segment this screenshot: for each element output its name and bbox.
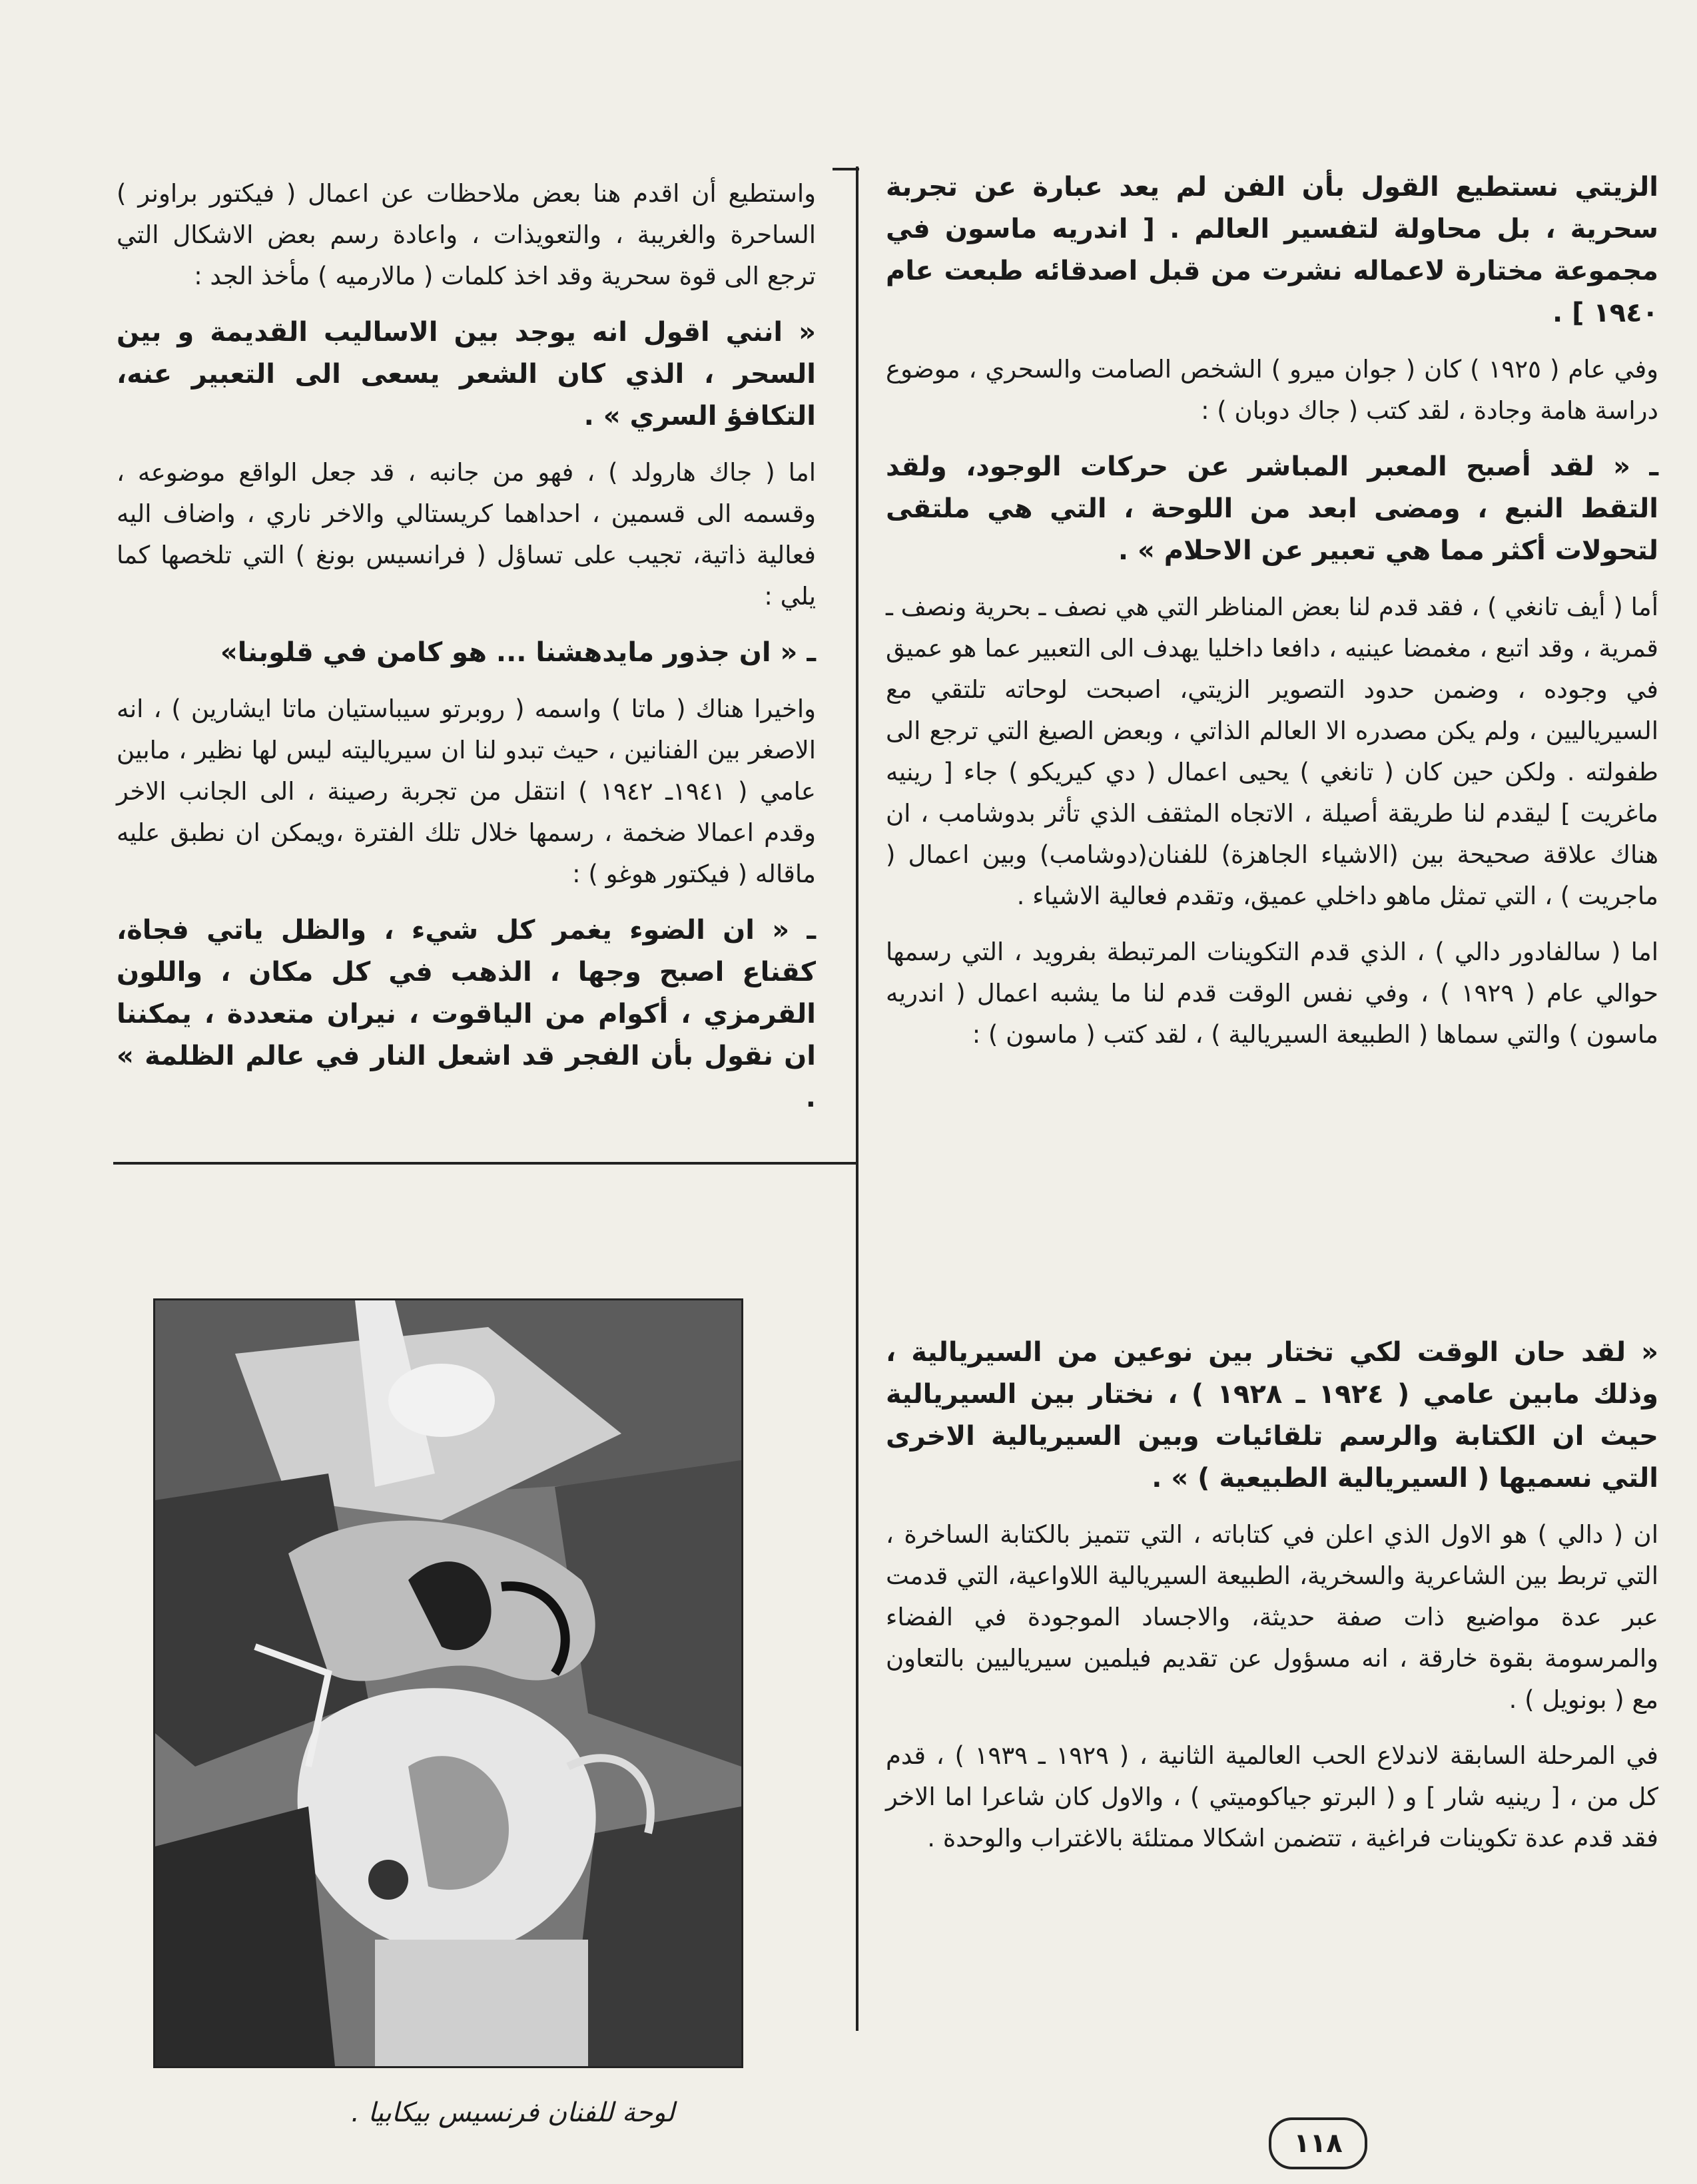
abstract-painting-icon — [155, 1300, 741, 2066]
paragraph: الزيتي نستطيع القول بأن الفن لم يعد عبارة عن تجربة سحرية ، بل محاولة لتفسير العالم . [ اندريه ماسون في مجموعة مختارة لاعماله نشرت من قبل اصدقائه طبعت عام ١٩٤٠ ] . — [886, 172, 1658, 328]
paragraph: واخيرا هناك ( ماتا ) واسمه ( روبرتو سيباستيان ماتا ايشارين ) ، انه الاصغر بين الفنانين ، حيث تبدو لنا ان سيرياليته ليس لها نظير ، مابين عامي ( ١٩٤١ـ ١٩٤٢ ) انتقل من تجربة رصينة ، الى الجانب الاخر وقدم اعمالا ضخمة ، رسمها خلال تلك الفترة ،ويمكن ان نطبق عليه ماقاله ( فيكتور هوغو ) : — [117, 694, 817, 888]
painting-image — [153, 1298, 743, 2068]
painting-caption: لوحة للفنان فرنسيس بيكابيا . — [351, 2097, 675, 2128]
paragraph: في المرحلة السابقة لاندلاع الحب العالمية الثانية ، ( ١٩٢٩ ـ ١٩٣٩ ) ، قدم كل من ، [ رينيه شار ] و ( البرتو جياكوميتي ) ، والاول كان شاعرا اما الاخر فقد قدم عدة تكوينات فراغية ، تتضمن اشكالا ممتلئة بالاغتراب والوحدة . — [886, 1741, 1658, 1852]
paragraph: « انني اقول انه يوجد بين الاساليب القديمة و بين السحر ، الذي كان الشعر يسعى الى التعبير عنه، التكافؤ السري » . — [117, 317, 816, 431]
paragraph: وفي عام ( ١٩٢٥ ) كان ( جوان ميرو ) الشخص الصامت والسحري ، موضوع دراسة هامة وجادة ، لقد كتب ( جاك دوبان ) : — [886, 355, 1659, 425]
left-column — [117, 173, 816, 1134]
page-number: ١١٨ — [1269, 2117, 1367, 2169]
paragraph: « لقد حان الوقت لكي تختار بين نوعين من السيريالية ، وذلك مابين عامي ( ١٩٢٤ ـ ١٩٢٨ ) ، نختار بين السيريالية حيث ان الكتابة والرسم تلقائيات وبين السيريالية الاخرى التي نسميها ( السيريالية الطبيعية ) » . — [886, 1337, 1658, 1494]
paragraph: ان ( دالي ) هو الاول الذي اعلن في كتاباته ، التي تتميز بالكتابة الساخرة ، التي تربط بين الشاعرية والسخرية، الطبيعة السيريالية اللاواعية، التي قدمت عبر عدة مواضيع ذات صفة حديثة، والاجساد الموجودة في الفضاء والمرسومة بقوة خارقة ، انه مسؤول عن تقديم فيلمين سيرياليين بالتعاون مع ( بونويل ) . — [886, 1520, 1658, 1714]
paragraph: واستطيع أن اقدم هنا بعض ملاحظات عن اعمال ( فيكتور براونر ) الساحرة والغريبة ، والتعويذات ، واعادة رسم بعض الاشكال التي ترجع الى قوة سحرية وقد اخذ كلمات ( مالارميه ) مأخذ الجد : — [117, 179, 816, 290]
paragraph: اما ( سالفادور دالي ) ، الذي قدم التكوينات المرتبطة بفرويد ، التي رسمها حوالي عام ( ١٩٢٩ ) ، وفي نفس الوقت قدم لنا ما يشبه اعمال ( اندريه ماسون ) والتي سماها ( الطبيعة السيريالية ) ، لقد كتب ( ماسون ) : — [886, 938, 1659, 1049]
paragraph: ـ « ان الضوء يغمر كل شيء ، والظل ياتي فجاة، كقناع اصبح وجها ، الذهب في كل مكان ، واللون القرمزي ، أكوام من الياقوت ، نيران متعددة ، يمكننا ان نقول بأن الفجر قد اشعل النار في عالم الظلمة » . — [117, 915, 816, 1113]
paragraph: ـ « لقد أصبح المعبر المباشر عن حركات الوجود، ولقد التقط النبع ، ومضى ابعد من اللوحة ، التي هي ملتقى لتحولات أكثر مما هي تعبير عن الاحلام » . — [886, 451, 1658, 566]
paragraph: اما ( جاك هارولد ) ، فهو من جانبه ، قد جعل الواقع موضوعه ، وقسمه الى قسمين ، احداهما كريستالي والاخر ناري ، واضاف اليه فعالية ذاتية، تجيب على تساؤل ( فرانسيس بونغ ) التي تلخصها كما يلي : — [117, 458, 816, 611]
right-lower-column — [886, 1332, 1658, 1874]
divider-tick — [833, 168, 859, 170]
column-divider — [856, 166, 858, 2031]
left-box-bottom-rule — [113, 1162, 858, 1165]
right-column — [886, 166, 1658, 1070]
paragraph: ـ « ان جذور مايدهشنا ... هو كامن في قلوبنا» — [220, 637, 816, 668]
paragraph: أما ( أيف تانغي ) ، فقد قدم لنا بعض المناظر التي هي نصف ـ بحرية ونصف ـ قمرية ، وقد اتبع ، مغمضا عينيه ، دافعا داخليا يهدف الى التعبير عما هو عميق في وجوده ، وضمن حدود التصوير الزيتي، اصبحت لوحاته تلتقي مع السيرياليين ، ولم يكن مصدره الا العالم الذاتي ، وبعض الصيغ التي ترجع الى طفولته . ولكن حين كان ( تانغي ) يحيى اعمال ( دي كيريكو ) جاء [ رينيه ماغريت ] ليقدم لنا طريقة أصيلة ، الاتجاه المثقف الذي تأثر بدوشامب ، ان هناك علاقة صحيحة بين (الاشياء الجاهزة) للفنان(دوشامب) وبين اعمال ( ماجريت ) ، التي تمثل ماهو داخلي عميق، وتقدم فعالية الاشياء . — [886, 593, 1658, 910]
